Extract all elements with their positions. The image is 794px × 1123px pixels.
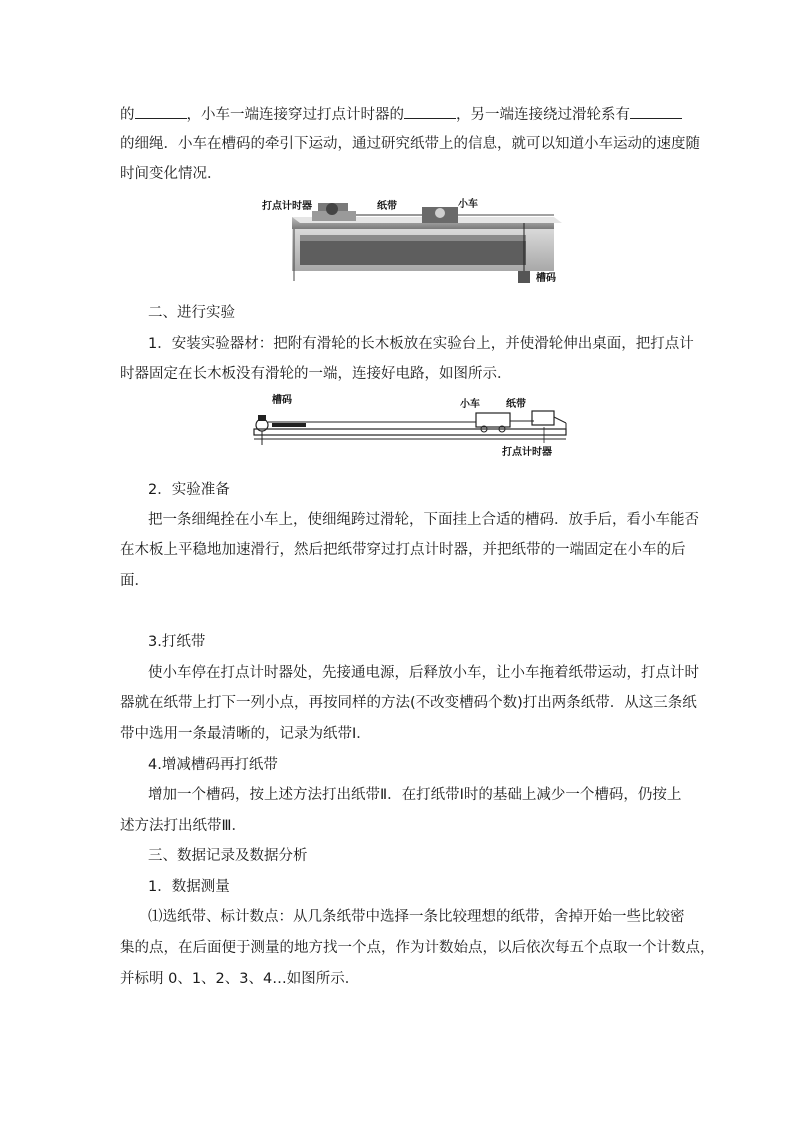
fig1-label-car: 小车 (458, 199, 478, 210)
para1-line3: 时间变化情况． (120, 166, 222, 182)
figure-apparatus-diagram (248, 393, 572, 461)
para1-text-b: ，小车一端连接穿过打点计时器的 (186, 107, 404, 123)
para1-text-c: ，另一端连接绕过滑轮系有 (456, 107, 630, 123)
fig1-label-tape: 纸带 (377, 201, 397, 212)
fig2-label-car: 小车 (460, 399, 480, 410)
step1-line2: 时器固定在长木板没有滑轮的一端，连接好电路，如图所示． (120, 366, 512, 382)
step3-line3: 带中选用一条最清晰的，记录为纸带Ⅰ． (120, 726, 371, 742)
fig2-label-timer: 打点计时器 (502, 447, 552, 458)
step3-heading: 3.打纸带 (148, 634, 206, 650)
fig1-label-timer: 打点计时器 (262, 201, 312, 212)
section3-heading: 三、数据记录及数据分析 (148, 848, 308, 864)
para1-line2: 的细绳．小车在槽码的牵引下运动，通过研究纸带上的信息，就可以知道小车运动的速度随 (120, 136, 700, 152)
section3-p1-line1: ⑴选纸带、标计数点：从几条纸带中选择一条比较理想的纸带，舍掉开始一些比较密 (148, 909, 685, 925)
section3-p1-line2: 集的点，在后面便于测量的地方找一个点，作为计数始点，以后依次每五个点取一个计数点， (120, 940, 715, 956)
blank-3 (630, 104, 682, 119)
step3-line2: 器就在纸带上打下一列小点，再按同样的方法(不改变槽码个数)打出两条纸带．从这三条纸 (120, 695, 697, 711)
step3-line1: 使小车停在打点计时器处，先接通电源，后释放小车，让小车拖着纸带运动，打点计时 (148, 665, 699, 681)
fig1-label-weight: 槽码 (536, 273, 556, 284)
figure-apparatus-photo (262, 195, 568, 287)
step2-line1: 把一条细绳拴在小车上，使细绳跨过滑轮，下面挂上合适的槽码．放手后，看小车能否 (148, 512, 699, 528)
para1-text-a: 的 (120, 107, 135, 123)
step4-line2: 述方法打出纸带Ⅲ． (120, 818, 246, 834)
step4-heading: 4.增减槽码再打纸带 (148, 757, 278, 773)
step2-heading: 2．实验准备 (148, 482, 230, 498)
step4-line1: 增加一个槽码，按上述方法打出纸带Ⅱ．在打纸带Ⅰ时的基础上减少一个槽码，仍按上 (148, 787, 682, 803)
step2-line3: 面． (120, 573, 149, 589)
section2-heading: 二、进行实验 (148, 305, 235, 321)
para1-line1 (120, 104, 682, 124)
blank-2 (404, 104, 456, 119)
blank-1 (135, 104, 187, 119)
step1-line1: 1．安装实验器材：把附有滑轮的长木板放在实验台上，并使滑轮伸出桌面，把打点计 (148, 336, 694, 352)
step2-line2: 在木板上平稳地加速滑行，然后把纸带穿过打点计时器，并把纸带的一端固定在小车的后 (120, 542, 686, 558)
fig2-label-weight: 槽码 (272, 395, 292, 406)
section3-sub1: 1．数据测量 (148, 879, 230, 895)
fig2-label-tape: 纸带 (506, 399, 526, 410)
section3-p1-line3: 并标明 0、1、2、3、4…如图所示． (120, 971, 360, 987)
